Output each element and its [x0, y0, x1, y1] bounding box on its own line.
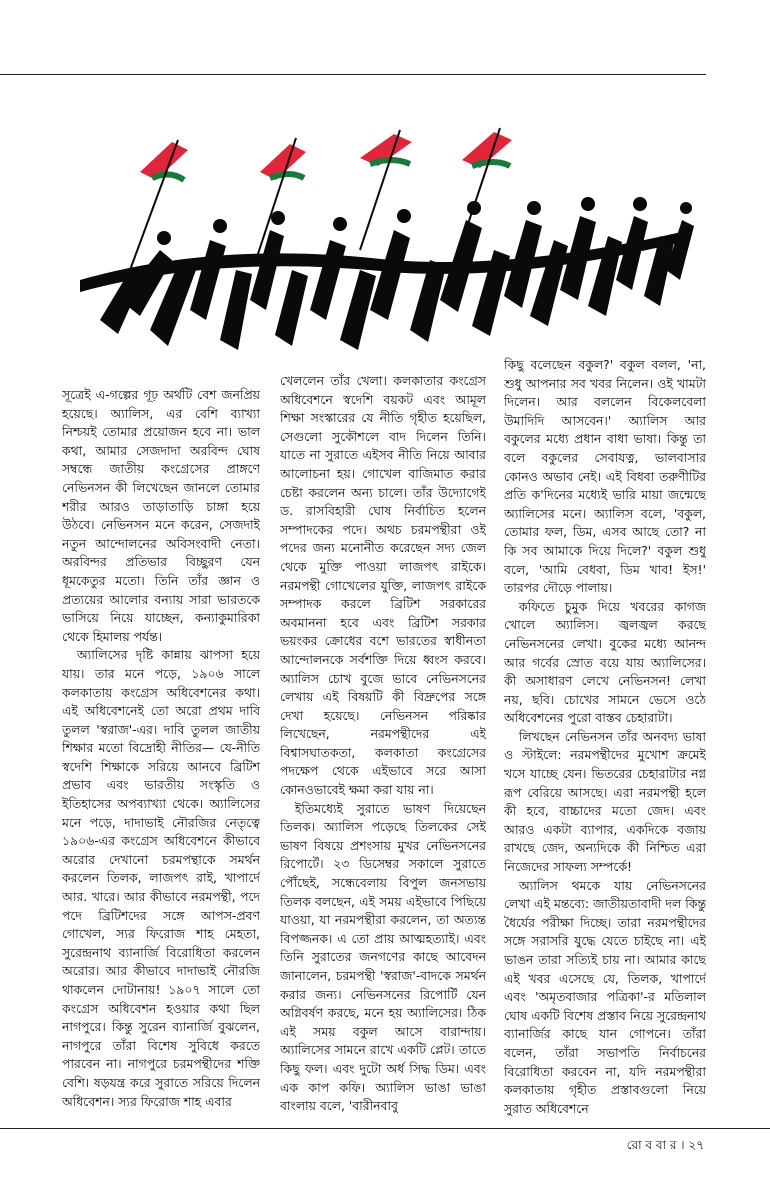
flag-1: [130, 140, 188, 270]
paragraph: কফিতে চুমুক দিয়ে খবরের কাগজ খোলে অ্যালিস। জ্বলজ্বল করছে নেভিনসনের লেখা। বুকের মধ্যে আনন্দ আর গর্বের স্রোত বয়ে যায় অ্যালিসের। কী অসাধারণ লেখে নেভিনসন! লেখা নয়, ছবি। চোখের সামনে ভেসে ওঠে অধিবেশনের পুরো বাস্তব চেহারাটা।: [504, 598, 706, 726]
paragraph: অ্যালিস থমকে যায় নেভিনসনের লেখা এই মন্তব্যে: জাতীয়তাবাদী দল কিন্তু ধৈর্যের পরীক্ষা দিচ্ছে। তারা নরমপন্থীদের সঙ্গে সরাসরি যুদ্ধে যেতে চাইছে না। এই ভাঙন তারা সত্যিই চায় না। আমার কাছে এই খবর এসেছে যে, তিলক, খাপার্দে এবং 'অমৃতবাজার পত্রিকা'-র মতিলাল ঘোষ একটি বিশেষ প্রস্তাব নিয়ে সুরেন্দ্রনাথ ব্যানার্জির কাছে যান গোপনে। তাঁরা বলেন, তাঁরা সভাপতি নির্বাচনের বিরোধিতা করবেন না, যদি নরমপন্থীরা কলকাতায় গৃহীত প্রস্তাবগুলো নিয়ে সুরাত অধিবেশনে: [504, 877, 706, 1116]
top-rule: [0, 74, 706, 75]
bottom-rule: [0, 1128, 770, 1129]
article-column-3: [504, 356, 706, 1126]
paragraph: খেললেন তাঁর খেলা। কলকাতার কংগ্রেস অধিবেশনে স্বদেশি বয়কট এবং আমূল শিক্ষা সংস্কারের যে নীতি গৃহীত হয়েছিল, সেগুলো সুকৌশলে বাদ দিলেন তিনি। যাতে না সুরাতে এইসব নীতি নিয়ে আবার আলোচনা হয়। গোখেল বাজিমাত করার চেষ্টা করলেন অন্য চালে। তাঁর উদ্যোগেই ড. রাসবিহারী ঘোষ নির্বাচিত হলেন সম্পাদকের পদে। অথচ চরমপন্থীরা ওই পদের জন্য মনোনীত করেছেন সদ্য জেল থেকে মুক্তি পাওয়া লাজপৎ রাইকে। নরমপন্থী গোখেলের যুক্তি, লাজপৎ রাইকে সম্পাদক করলে ব্রিটিশ সরকারের অবমাননা হবে এবং ব্রিটিশ সরকার ভয়ংকর ক্রোধের বশে ভারতের স্বাধীনতা আন্দোলনকে সর্বশক্তি দিয়ে ধ্বংস করবে। অ্যালিস চোখ বুজে ভাবে নেভিনসনের লেখায় এই বিষয়টি কী বিদ্রুপের সঙ্গে দেখা হয়েছে। নেভিনসন পরিষ্কার লিখেছেন, নরমপন্থীদের এই বিশ্বাসঘাতকতা, কলকাতা কংগ্রেসের পদক্ষেপ থেকে এইভাবে সরে আসা কোনওভাবেই ক্ষমা করা যায় না।: [280, 373, 486, 798]
page-footer: রো ব বা র । ২৭: [626, 1138, 704, 1152]
paragraph: অ্যালিসের দৃষ্টি কান্নায় ঝাপসা হয়ে যায়। তার মনে পড়ে, ১৯০৬ সালে কলকাতায় কংগ্রেস অধিবেশনের কথা। এই অধিবেশনেই তো অরো প্রথম দাবি তুলল 'স্বরাজ'-এর। দাবি তুলল জাতীয় শিক্ষার মতো বিদ্রোহী নীতির— যে-নীতি স্বদেশি শিক্ষাকে সরিয়ে আনবে ব্রিটিশ প্রভাব এবং ভারতীয় সংস্কৃতি ও ইতিহাসের অপব্যাখ্যা থেকে। অ্যালিসের মনে পড়ে, দাদাভাই নৌরজির নেতৃত্বে ১৯০৬-এর কংগ্রেস অধিবেশনে কীভাবে অরোর দেখানো চরমপন্থাকে সমর্থন করলেন তিলক, লাজপৎ রাই, খাপার্দে আর. খারে। আর কীভাবে নরমপন্থী, পদে পদে ব্রিটিশদের সঙ্গে আপস-প্রবণ গোখেল, স্যর ফিরোজ শাহ মেহতা, সুরেন্দ্রনাথ ব্যানার্জি বিরোধিতা করলেন অরোর। আর কীভাবে দাদাভাই নৌরজি থাকলেন দোটানায়! ১৯০৭ সালে তো কংগ্রেস অধিবেশন হওয়ার কথা ছিল নাগপুরে। কিন্তু সুরেন ব্যানার্জি বুঝলেন, নাগপুরে তাঁরা বিশেষ সুবিধে করতে পারবেন না। নাগপুরে চরমপন্থীদের শক্তি বেশি। ষড়যন্ত্র করে সুরাতে সরিয়ে দিলেন অধিবেশন। স্যর ফিরোজ শাহ এবার: [62, 647, 260, 1109]
paragraph: লিখছেন নেভিনসন তাঁর অনবদ্য ভাষা ও স্টাইলে: নরমপন্থীদের মুখোশ ক্রমেই খসে যাচ্ছে যেন। ভিতরের চেহারাটার নগ্ন রূপ বেরিয়ে আসছে। এরা নরমপন্থী হলে কী হবে, বাচ্চাদের মতো জেদ। এবং আরও একটা ব্যাপার, একদিকে বজায় রাখছে জেদ, অন্যদিকে কী নিশ্চিত এরা নিজেদের সাফল্য সম্পর্কে!: [504, 728, 706, 875]
paragraph: ইতিমধ্যেই সুরাতে ভাষণ দিয়েছেন তিলক। অ্যালিস পড়েছে তিলকের সেই ভাষণ বিষয়ে প্রশংসায় মুখর নেভিনসনের রিপোর্টে। ২৩ ডিসেম্বর সকালে সুরাতে পৌঁছেই, সন্ধেবেলায় বিপুল জনসভায় তিলক বলছেন, এই সময় এইভাবে পিছিয়ে যাওয়া, যা নরমপন্থীরা করলেন, তা অত্যন্ত বিপজ্জনক। এ তো প্রায় আত্মহত্যাই। এবং তিনি সুরাতের জনগণের কাছে আবেদন জানালেন, চরমপন্থী 'স্বরাজ'-বাদকে সমর্থন করার জন্য। নেভিনসনের রিপোর্টি যেন অগ্নিবর্ষণ করছে, মনে হয় অ্যালিসের। ঠিক এই সময় বকুল আসে বারান্দায়। অ্যালিসের সামনে রাখে একটি প্লেট। তাতে কিছু ফল। এবং দুটো অর্ধ সিদ্ধ ডিম। এবং এক কাপ কফি। অ্যালিস ভাঙা ভাঙা বাংলায় বলে, 'বারীনবাবু: [280, 800, 486, 1114]
flag-3: [360, 130, 412, 250]
article-column-2: [280, 372, 486, 1126]
paragraph: সূত্রেই এ-গল্পের গূঢ় অর্থটি বেশ জনপ্রিয় হয়েছে। অ্যালিস, এর বেশি ব্যাখ্যা নিশ্চয়ই তোমার প্রয়োজন হবে না। ভাল কথা, আমার সেজদাদা অরবিন্দ ঘোষ সম্বন্ধে জাতীয় কংগ্রেসের প্রাঙ্গণে নেভিনসন কী লিখেছেন জানলে তোমার শরীর আরও তাড়াতাড়ি চাঙ্গা হয়ে উঠবে। নেভিনসন মনে করেন, সেজদাই নতুন আন্দোলনের অবিসংবাদী নেতা। অরবিন্দর প্রতিভার বিচ্ছুরণ যেন ধূমকেতুর মতো। তিনি তাঁর জ্ঞান ও প্রত্যয়ের আলোর বন্যায় সারা ভারতকে ভাসিয়ে নিয়ে যাচ্ছেন, কন্যাকুমারিকা থেকে হিমালয় পর্যন্ত।: [62, 387, 260, 644]
marchers-ink: [80, 197, 694, 350]
freedom-march-illustration: [60, 120, 700, 360]
article-column-1: [62, 386, 260, 1126]
paragraph: কিছু বলেছেন বকুল?' বকুল বলল, 'না, শুধু আপনার সব খবর নিলেন। ওই খামটা দিলেন। আর বললেন বিকেলবেলা উমাদিদি আসবেন।' অ্যালিস আর বকুলের মধ্যে প্রধান বাধা ভাষা। কিন্তু তা বলে বকুলের সেবাযত্ন, ভালবাসার কোনও অভাব নেই। এই বিধবা তরুণীটির প্রতি ক'দিনের মধ্যেই ভারি মায়া জন্মেছে অ্যালিসের মনে। অ্যালিস বলে, 'বকুল, তোমার ফল, ডিম, এসব আছে তো? না কি সব আমাকে দিয়ে দিলে?' বকুল শুধু বলে, 'আমি বেধবা, ডিম খাব! ইস!' তারপর দৌড়ে পালায়।: [504, 357, 706, 596]
